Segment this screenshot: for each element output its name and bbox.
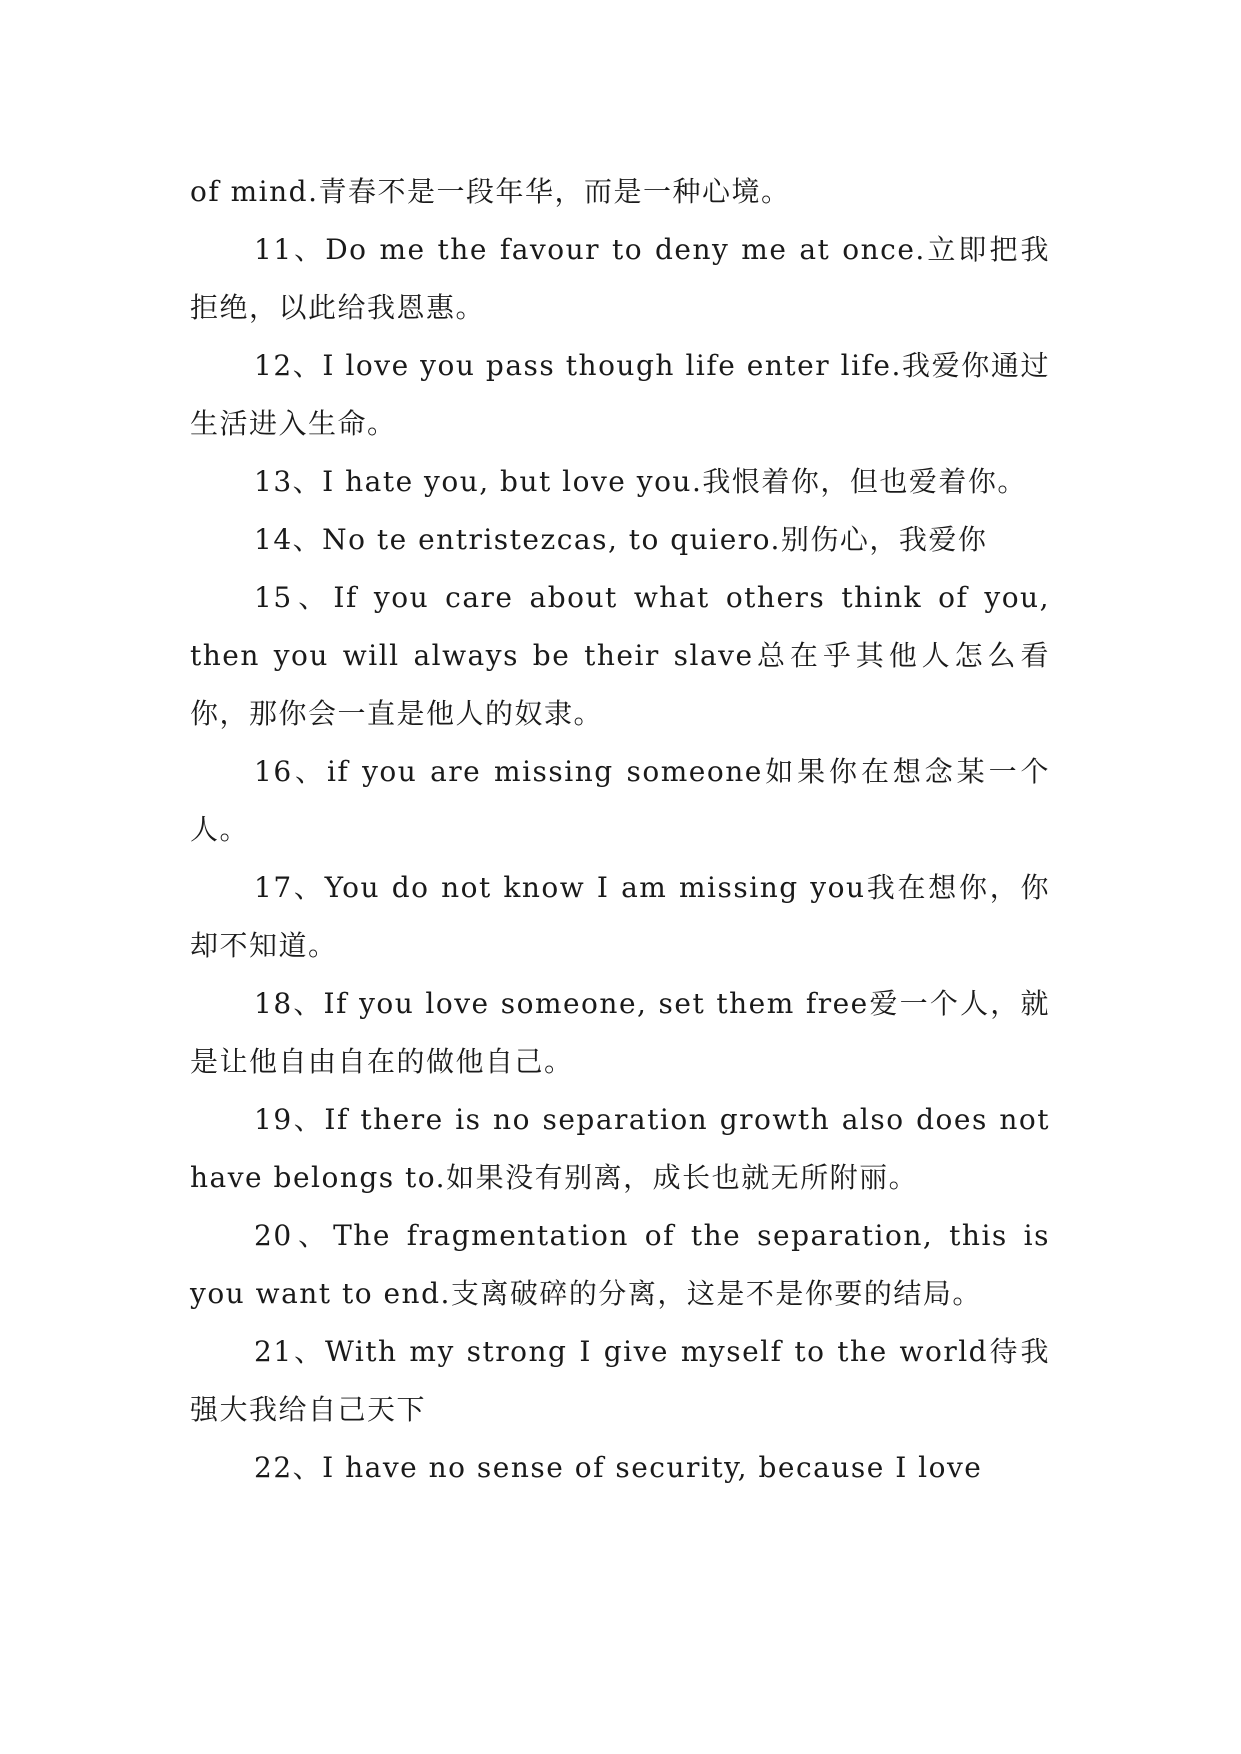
paragraph-21: 21、With my strong I give myself to the world待我强大我给自己天下 (190, 1335, 1050, 1426)
paragraph-20: 20、The fragmentation of the separation, this is you want to end.支离破碎的分离，这是不是你要的结局。 (190, 1219, 1050, 1310)
paragraph-18: 18、If you love someone, set them free爱一个人，就是让他自由自在的做他自己。 (190, 987, 1050, 1078)
paragraph-19: 19、If there is no separation growth also does not have belongs to.如果没有别离，成长也就无所附丽。 (190, 1103, 1050, 1194)
paragraph-11: 11、Do me the favour to deny me at once.立即把我拒绝，以此给我恩惠。 (190, 233, 1050, 324)
paragraph-15: 15、If you care about what others think of you, then you will always be their slave总在乎其他人怎么看你，那你会一直是他人的奴隶。 (190, 581, 1050, 730)
paragraph-22: 22、I have no sense of security, because I love (254, 1451, 983, 1484)
document-body (190, 163, 1050, 1497)
paragraph-13: 13、I hate you, but love you.我恨着你，但也爱着你。 (254, 465, 1027, 498)
paragraph-17: 17、You do not know I am missing you我在想你，你却不知道。 (190, 871, 1050, 962)
paragraph-continuation: of mind.青春不是一段年华，而是一种心境。 (190, 175, 791, 208)
paragraph-14: 14、No te entristezcas, to quiero.别伤心，我爱你 (254, 523, 988, 556)
paragraph-16: 16、if you are missing someone如果你在想念某一个人。 (190, 755, 1050, 846)
paragraph-12: 12、I love you pass though life enter life.我爱你通过生活进入生命。 (190, 349, 1050, 440)
